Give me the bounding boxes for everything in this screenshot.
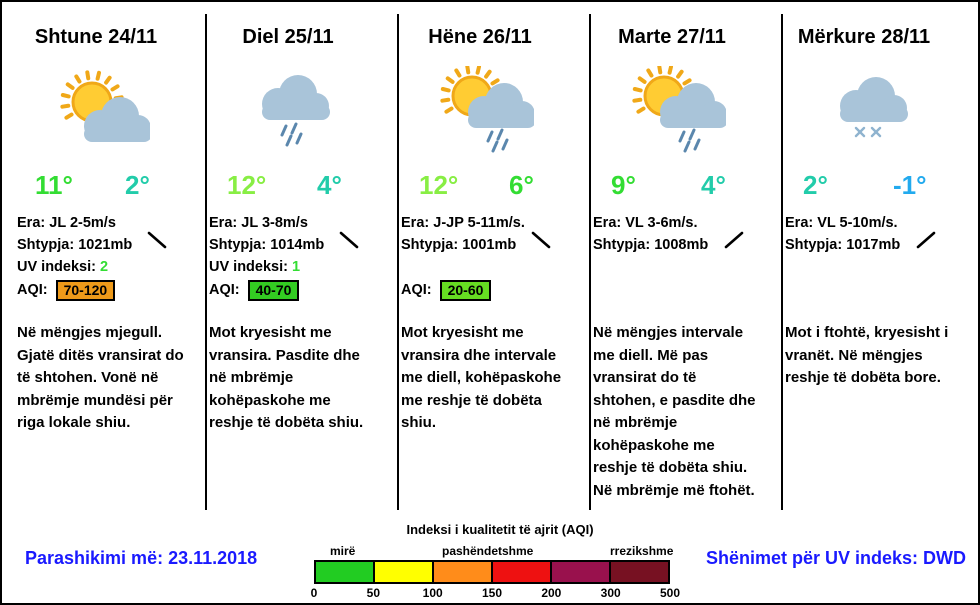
temp-min: 4° xyxy=(317,170,342,200)
pressure-line xyxy=(785,234,900,256)
sun-cloud-rain-icon xyxy=(434,66,534,156)
rain-drops-icon xyxy=(282,124,301,145)
pressure-value: 1017mb xyxy=(846,237,901,253)
wind-direction-icon xyxy=(145,227,171,253)
aqi-scale-tick: 500 xyxy=(659,586,681,600)
pressure-value: 1021mb xyxy=(78,237,133,253)
wind-label: Era: xyxy=(17,215,46,231)
aqi-scale-tick: 150 xyxy=(481,586,503,600)
forecast-date: Parashikimi më: 23.11.2018 xyxy=(25,548,258,568)
uv-label: UV indeksi: xyxy=(17,259,96,275)
snowflakes-icon xyxy=(856,128,880,136)
day-title: Mërkure 28/11 xyxy=(797,26,931,48)
wind-value: VL 5-10m/s. xyxy=(817,215,898,231)
sun-cloud-rain-icon xyxy=(626,66,726,156)
pressure-value: 1008mb xyxy=(654,237,709,253)
cloud-snow-icon xyxy=(818,66,918,156)
pressure-line xyxy=(593,234,708,256)
aqi-line xyxy=(401,278,525,302)
forecast-description: Në mëngjes mjegull. Gjatë ditës vransirat do të shtohen. Vonë në mbrëmje mundësi për riga lokale shiu. xyxy=(17,324,184,431)
aqi-legend xyxy=(290,522,710,602)
wind-label: Era: xyxy=(401,215,430,231)
aqi-label-good: mirë xyxy=(330,544,356,558)
wind-line xyxy=(209,212,324,234)
aqi-scale-segment xyxy=(611,562,668,582)
pressure-label: Shtypja: xyxy=(401,237,459,253)
column-divider xyxy=(205,14,207,510)
aqi-label-hazardous: rrezikshme xyxy=(610,544,674,558)
day-column xyxy=(768,0,960,512)
aqi-badge: 70-120 xyxy=(56,280,116,301)
pressure-label: Shtypja: xyxy=(209,237,267,253)
wind-value: J-JP 5-11m/s. xyxy=(433,215,525,231)
cloud-rain-icon xyxy=(242,66,342,156)
pressure-label: Shtypja: xyxy=(785,237,843,253)
aqi-color-scale xyxy=(314,560,670,584)
pressure-line xyxy=(17,234,132,256)
aqi-badge: 20-60 xyxy=(440,280,492,301)
weather-details xyxy=(17,212,132,302)
weather-details xyxy=(209,212,324,302)
day-title: Marte 27/11 xyxy=(618,26,726,48)
aqi-line xyxy=(209,278,324,302)
temp-max: 12° xyxy=(227,170,267,200)
wind-line xyxy=(401,212,525,234)
wind-label: Era: xyxy=(785,215,814,231)
pressure-value: 1014mb xyxy=(270,237,325,253)
weather-details xyxy=(593,212,708,256)
day-title: Diel 25/11 xyxy=(242,26,334,48)
aqi-scale-segment xyxy=(493,562,552,582)
uv-line xyxy=(209,256,324,278)
aqi-scale-tick: 50 xyxy=(366,586,381,600)
cloud-icon xyxy=(840,77,908,122)
forecast-description: Mot kryesisht me vransira. Pasdite dhe në mbrëmje kohëpaskohe me reshje të dobëta shiu. xyxy=(209,324,364,431)
day-column xyxy=(0,0,192,512)
wind-line xyxy=(593,212,708,234)
column-divider xyxy=(781,14,783,510)
temp-max: 2° xyxy=(803,170,828,200)
aqi-scale-tick: 0 xyxy=(310,586,318,600)
uv-note: Shënimet për UV indeks: DWD xyxy=(705,548,966,568)
wind-direction-icon xyxy=(337,227,363,253)
forecast-description: Në mëngjes intervale me diell. Më pas vransirat do të shtohen, e pasdite dhe në mbrëmje kohëpaskohe me reshje të dobëta shiu. Në mbrëmje më ftohët. xyxy=(593,324,756,499)
aqi-label: AQI: xyxy=(401,282,432,298)
wind-line xyxy=(17,212,132,234)
aqi-label: AQI: xyxy=(209,282,240,298)
pressure-label: Shtypja: xyxy=(17,237,75,253)
pressure-value: 1001mb xyxy=(462,237,517,253)
aqi-line xyxy=(17,278,132,302)
temp-max: 12° xyxy=(419,170,459,200)
aqi-scale-segment xyxy=(434,562,493,582)
uv-value: 1 xyxy=(292,259,301,275)
wind-label: Era: xyxy=(593,215,622,231)
pressure-line xyxy=(209,234,324,256)
aqi-scale-tick: 300 xyxy=(600,586,621,600)
temperatures xyxy=(576,170,768,200)
aqi-scale-segment xyxy=(375,562,434,582)
day-title: Hëne 26/11 xyxy=(428,26,532,48)
column-divider xyxy=(397,14,399,510)
partly-cloudy-icon xyxy=(50,66,150,156)
aqi-scale-segment xyxy=(552,562,611,582)
aqi-scale-segment xyxy=(316,562,375,582)
day-title: Shtune 24/11 xyxy=(34,26,158,48)
aqi-badge: 40-70 xyxy=(248,280,300,301)
pressure-line xyxy=(401,234,525,256)
weather-details xyxy=(401,212,525,302)
temp-max: 11° xyxy=(35,170,73,200)
day-column xyxy=(192,0,384,512)
temp-min: 2° xyxy=(125,170,150,200)
day-column xyxy=(384,0,576,512)
temperatures xyxy=(768,170,960,200)
wind-direction-icon xyxy=(913,227,939,253)
wind-line xyxy=(785,212,900,234)
aqi-label: AQI: xyxy=(17,282,48,298)
weather-details xyxy=(785,212,900,256)
uv-value: 2 xyxy=(100,259,109,275)
temp-min: -1° xyxy=(893,170,927,200)
temperatures xyxy=(192,170,384,200)
wind-direction-icon xyxy=(721,227,747,253)
rain-drops-icon xyxy=(680,130,699,151)
pressure-label: Shtypja: xyxy=(593,237,651,253)
uv-line xyxy=(17,256,132,278)
temperatures xyxy=(0,170,192,200)
day-column xyxy=(576,0,768,512)
aqi-scale-tick: 200 xyxy=(541,586,562,600)
wind-value: VL 3-6m/s. xyxy=(625,215,698,231)
rain-drops-icon xyxy=(488,130,507,151)
wind-value: JL 3-8m/s xyxy=(241,215,308,231)
uv-label: UV indeksi: xyxy=(209,259,288,275)
column-divider xyxy=(589,14,591,510)
aqi-label-unhealthy: pashëndetshme xyxy=(442,544,534,558)
wind-label: Era: xyxy=(209,215,238,231)
wind-direction-icon xyxy=(529,227,555,253)
aqi-legend-title: Indeksi i kualitetit të ajrit (AQI) xyxy=(406,522,594,537)
uv-spacer xyxy=(401,256,525,278)
temp-min: 6° xyxy=(509,170,534,200)
aqi-scale-tick: 100 xyxy=(422,586,443,600)
cloud-icon xyxy=(262,75,330,120)
wind-value: JL 2-5m/s xyxy=(49,215,116,231)
temp-min: 4° xyxy=(701,170,726,200)
forecast-description: Mot i ftohtë, kryesisht i vranët. Në mëngjes reshje të dobëta bore. xyxy=(785,324,949,386)
forecast-description: Mot kryesisht me vransira dhe intervale me diell, kohëpaskohe me reshje të dobëta shiu. xyxy=(401,324,562,431)
temp-max: 9° xyxy=(611,170,636,200)
temperatures xyxy=(384,170,576,200)
